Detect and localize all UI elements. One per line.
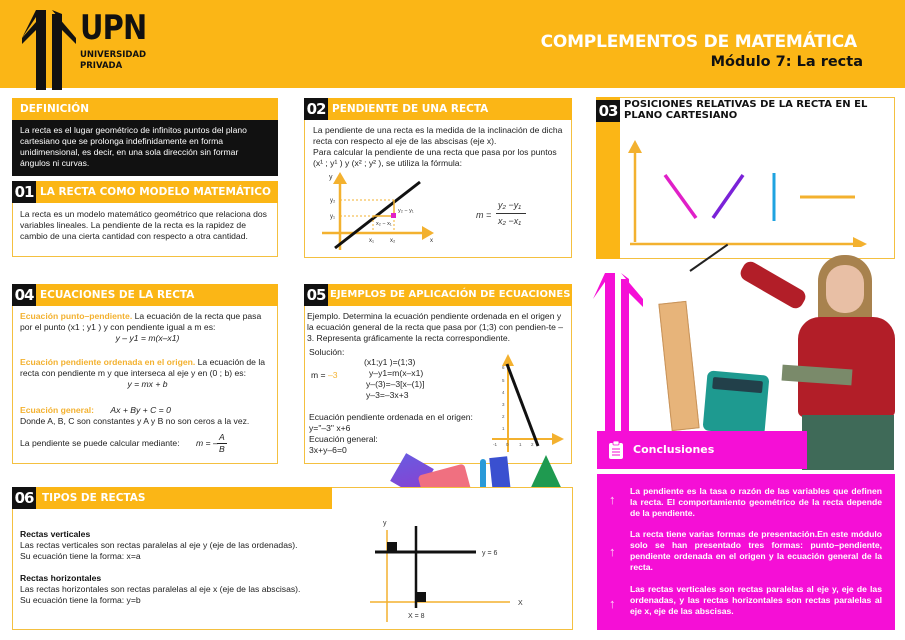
line-types-graph xyxy=(370,512,550,632)
graph-dx: x₂ − x₁ xyxy=(376,221,392,227)
graph-y2: y₂ xyxy=(330,198,336,204)
v-line-label: X = 8 xyxy=(408,613,425,620)
section-06-title: TIPOS DE RECTAS xyxy=(12,487,332,509)
section-01-number: 01 xyxy=(12,181,36,203)
definicion-header: DEFINICIÓN xyxy=(12,98,278,120)
logo-sub-line2: PRIVADA xyxy=(80,61,123,71)
graph-y-label: y xyxy=(329,174,333,181)
module-title: Módulo 7: La recta xyxy=(710,54,863,70)
section-02-title: PENDIENTE DE UNA RECTA xyxy=(304,98,572,120)
section-04-point-slope xyxy=(20,311,275,344)
section-06-number: 06 xyxy=(12,487,36,509)
h-line-label: y = 6 xyxy=(482,550,498,557)
formula-denominator: x₂ −x₁ xyxy=(498,216,522,226)
vertical-form: Su ecuación tiene la forma: x=a xyxy=(20,551,141,561)
section-03-title: POSICIONES RELATIVAS DE LA RECTA EN EL PLANO CARTESIANO xyxy=(624,99,868,121)
teacher-arm xyxy=(738,259,809,311)
section-02-number: 02 xyxy=(304,98,328,120)
point-slope-label: Ecuación punto–pendiente. xyxy=(20,311,133,321)
solution-steps xyxy=(364,357,484,401)
slope-calc-lhs: m = – xyxy=(196,438,218,448)
solution-results xyxy=(309,412,499,456)
logo-text: UPN xyxy=(80,8,147,48)
conclusion-item: La pendiente es la tasa o razón de las variables que definen la recta. El comportamiento geométrico de la recta depende de la pendiente. xyxy=(630,486,882,518)
y-tick: 2 xyxy=(502,414,505,419)
slope-intercept-label: Ecuación pendiente ordenada en el origen. xyxy=(20,357,196,367)
graph-x-label: x xyxy=(430,238,433,244)
slope-intercept-formula: y = mx + b xyxy=(127,379,168,389)
y-tick: 4 xyxy=(502,390,505,395)
section-05-prompt: Ejemplo. Determina la ecuación pendiente ordenada en el origen y la ecuación general de la recta que pasa por (1;3) con pendien-te –3. Representa gráficamente la recta correspondiente. xyxy=(307,311,564,343)
pink-upn-arrow-icon xyxy=(593,273,645,443)
section-02-line1: La pendiente de una recta es la medida de la inclinación de dicha recta con respecto al eje de las abscisas (eje x). xyxy=(313,125,563,146)
section-03-number: 03 xyxy=(596,100,620,122)
graph-x2: x₂ xyxy=(390,238,396,244)
x-tick: 0 xyxy=(506,442,509,447)
up-arrow-icon: ↑ xyxy=(609,492,616,507)
section-06-horizontal xyxy=(20,573,340,606)
section-02-body xyxy=(313,125,569,169)
section-04-slope-intercept xyxy=(20,357,275,390)
upn-logo xyxy=(22,10,152,90)
result-po-value: y="–3" x+6 xyxy=(309,423,351,433)
types-x-label: X xyxy=(518,600,523,607)
result-g-label: Ecuación general: xyxy=(309,434,378,444)
solucion-label: Solución: xyxy=(309,347,345,357)
slope-calc-den: B xyxy=(219,444,225,454)
section-05-title: EJEMPLOS DE APLICACIÓN DE ECUACIONES xyxy=(304,284,572,306)
horizontal-form: Su ecuación tiene la forma: y=b xyxy=(20,595,141,605)
header-banner xyxy=(0,0,905,88)
logo-subtitle xyxy=(80,50,146,72)
upn-arrow-logo-icon xyxy=(22,10,76,90)
general-label: Ecuación general: xyxy=(20,405,95,415)
clipboard-list-icon xyxy=(609,441,623,459)
formula-fraction-bar xyxy=(496,213,526,214)
m-value xyxy=(311,370,338,381)
graph-y1: y₁ xyxy=(330,214,336,220)
formula-numerator: y₂ −y₁ xyxy=(498,200,522,210)
general-formula: Ax + By + C = 0 xyxy=(110,405,171,415)
result-po-label: Ecuación pendiente ordenada en el origen: xyxy=(309,412,473,422)
section-06-vertical xyxy=(20,529,340,562)
y-tick: 1 xyxy=(502,426,505,431)
vertical-text: Las rectas verticales son rectas paralelas al eje y (eje de las ordenadas). xyxy=(20,540,298,550)
types-y-label: y xyxy=(383,520,387,527)
formula-lhs: m = xyxy=(476,210,492,220)
graph-dy: y₂ − y₁ xyxy=(398,208,414,214)
course-title: COMPLEMENTOS DE MATEMÁTICA xyxy=(540,32,857,52)
conclusiones-header xyxy=(597,431,807,469)
relative-positions-graph xyxy=(625,137,875,247)
conclusiones-title: Conclusiones xyxy=(633,443,715,456)
conclusiones-list xyxy=(597,474,895,630)
section-05-number: 05 xyxy=(304,284,328,306)
slope-calc-num: A xyxy=(219,432,225,442)
vertical-title: Rectas verticales xyxy=(20,529,91,539)
section-02-line2: Para calcular la pendiente de una recta que pasa por los puntos (x¹ ; y¹ ) y (x² ; y² ), se utiliza la fórmula: xyxy=(313,147,557,168)
step-1: (x1;y1 )=(1;3) xyxy=(364,357,416,367)
section-04-number: 04 xyxy=(12,284,36,306)
up-arrow-icon: ↑ xyxy=(609,544,616,559)
logo-sub-line1: UNIVERSIDAD xyxy=(80,50,147,60)
step-3: y–(3)=–3[x–(1)] xyxy=(366,379,425,389)
teacher-skirt xyxy=(802,415,894,470)
wooden-ruler-decoration xyxy=(658,301,699,431)
conclusion-item: La recta tiene varias formas de presentación.En este módulo solo se han presentado tres formas: punto–pendiente, pendiente ordenada en el origen y la ecuación general de la recta. xyxy=(630,529,882,572)
example-line-chart xyxy=(490,352,570,457)
conclusion-item: Las rectas verticales son rectas paralelas al eje y, eje de las ordenadas, y las rectas horizontales son rectas paralelas al eje x, eje de las abscisas. xyxy=(630,584,882,616)
y-tick: 3 xyxy=(502,402,505,407)
teal-calculator-decoration xyxy=(703,370,770,435)
teacher-face xyxy=(826,265,864,313)
y-tick: 6 xyxy=(502,365,505,370)
section-04-slope-calc xyxy=(20,438,275,449)
x-tick: -1 xyxy=(493,442,498,447)
horizontal-title: Rectas horizontales xyxy=(20,573,102,583)
general-text: Donde A, B, C son constantes y A y B no son ceros a la vez. xyxy=(20,416,250,426)
m-number: –3 xyxy=(327,370,338,380)
definicion-body: La recta es el lugar geométrico de infinitos puntos del plano cartesiano que se prolonga indefinidamente en forma unidimensional, es decir, en una sola dirección sin formar ángulos ni curvas. xyxy=(12,120,278,176)
result-g-value: 3x+y–6=0 xyxy=(309,445,347,455)
section-01-body: La recta es un modelo matemático geométrico que relaciona dos variables lineales. La pendiente de la recta es la rapidez de cambio de una cierta cantidad con respecto a otra cantidad. xyxy=(20,209,267,241)
x-tick: 2 xyxy=(531,442,534,447)
step-2: y–y1=m(x–x1) xyxy=(369,368,424,378)
section-04-general xyxy=(20,405,275,427)
m-label: m = xyxy=(311,370,328,380)
slope-calc-text: La pendiente se puede calcular mediante: xyxy=(20,438,180,448)
section-01-title: LA RECTA COMO MODELO MATEMÁTICO xyxy=(12,181,278,203)
up-arrow-icon: ↑ xyxy=(609,596,616,611)
graph-x1: x₁ xyxy=(369,238,375,244)
point-slope-formula: y – y1 = m(x–x1) xyxy=(115,333,180,343)
x-tick: 1 xyxy=(519,442,522,447)
step-4: y–3=–3x+3 xyxy=(366,390,409,400)
slope-intercept-text: La ecuación de la recta con pendiente m y que interseca al eje y en (0 ; b) es: xyxy=(20,357,266,378)
point-slope-text: La ecuación de la recta que pasa por el punto (x1 ; y1 ) y con pendiente igual a m es: xyxy=(20,311,262,332)
horizontal-text: Las rectas horizontales son rectas paralelas al eje x (eje de las abscisas). xyxy=(20,584,301,594)
slope-graph xyxy=(310,170,440,255)
section-04-title: ECUACIONES DE LA RECTA xyxy=(12,284,278,306)
y-tick: 5 xyxy=(502,378,505,383)
